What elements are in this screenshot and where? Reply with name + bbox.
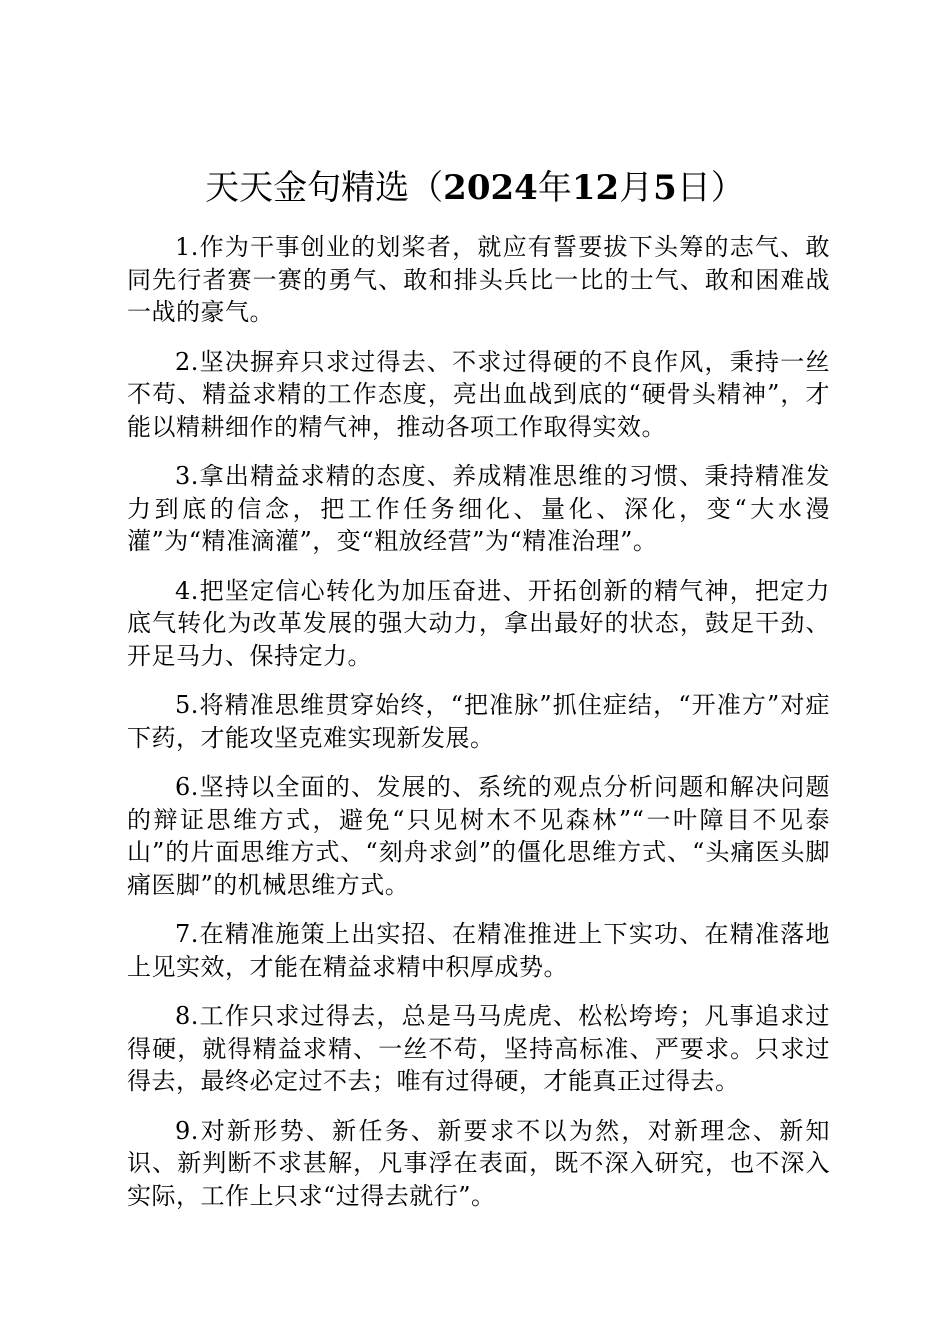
quote-paragraph-2: 2.坚决摒弃只求过得去、不求过得硬的不良作风，秉持一丝不苟、精益求精的工作态度，亮出血战到底的“硬骨头精神”，才能以精耕细作的精气神，推动各项工作取得实效。 [127,347,830,441]
quote-paragraph-6: 6.坚持以全面的、发展的、系统的观点分析问题和解决问题的辩证思维方式，避免“只见树木不见森林”“一叶障目不见泰山”的片面思维方式、“刻舟求剑”的僵化思维方式、“头痛医头脚痛医脚”的机械思维方式。 [127,773,830,899]
title-month: 12 [571,168,620,208]
title-day: 5 [653,168,677,208]
quote-paragraph-3: 3.拿出精益求精的态度、养成精准思维的习惯、秉持精准发力到底的信念，把工作任务细化、量化、深化，变“大水漫灌”为“精准滴灌”，变“粗放经营”为“精准治理”。 [127,462,830,555]
quote-paragraph-8: 8.工作只求过得去，总是马马虎虎、松松垮垮；凡事追求过得硬，就得精益求精、一丝不苟，坚持高标准、严要求。只求过得去，最终必定过不去；唯有过得硬，才能真正过得去。 [127,1002,830,1095]
quote-paragraph-7: 7.在精准施策上出实招、在精准推进上下实功、在精准落地上见实效，才能在精益求精中积厚成势。 [127,920,830,981]
title-year-unit: 年 [537,168,572,208]
title-year: 2024 [443,168,538,208]
title-month-unit: 月 [619,168,654,208]
quote-paragraph-1: 1.作为干事创业的划桨者，就应有誓要拔下头筹的志气、敢同先行者赛一赛的勇气、敢和排头兵比一比的士气、敢和困难战一战的豪气。 [127,233,830,326]
quote-paragraph-5: 5.将精准思维贯穿始终，“把准脉”抓住症结，“开准方”对症下药，才能攻坚克难实现新发展。 [127,691,830,752]
title-prefix: 天天金句精选（ [205,168,444,208]
title-suffix: 日） [676,168,745,208]
quote-paragraph-9: 9.对新形势、新任务、新要求不以为然，对新理念、新知识、新判断不求甚解，凡事浮在表面，既不深入研究，也不深入实际，工作上只求“过得去就行”。 [127,1116,830,1210]
document-title [0,166,950,210]
document-body [127,231,830,1229]
quote-paragraph-4: 4.把坚定信心转化为加压奋进、开拓创新的精气神，把定力底气转化为改革发展的强大动力，拿出最好的状态，鼓足干劲、开足马力、保持定力。 [127,576,830,670]
